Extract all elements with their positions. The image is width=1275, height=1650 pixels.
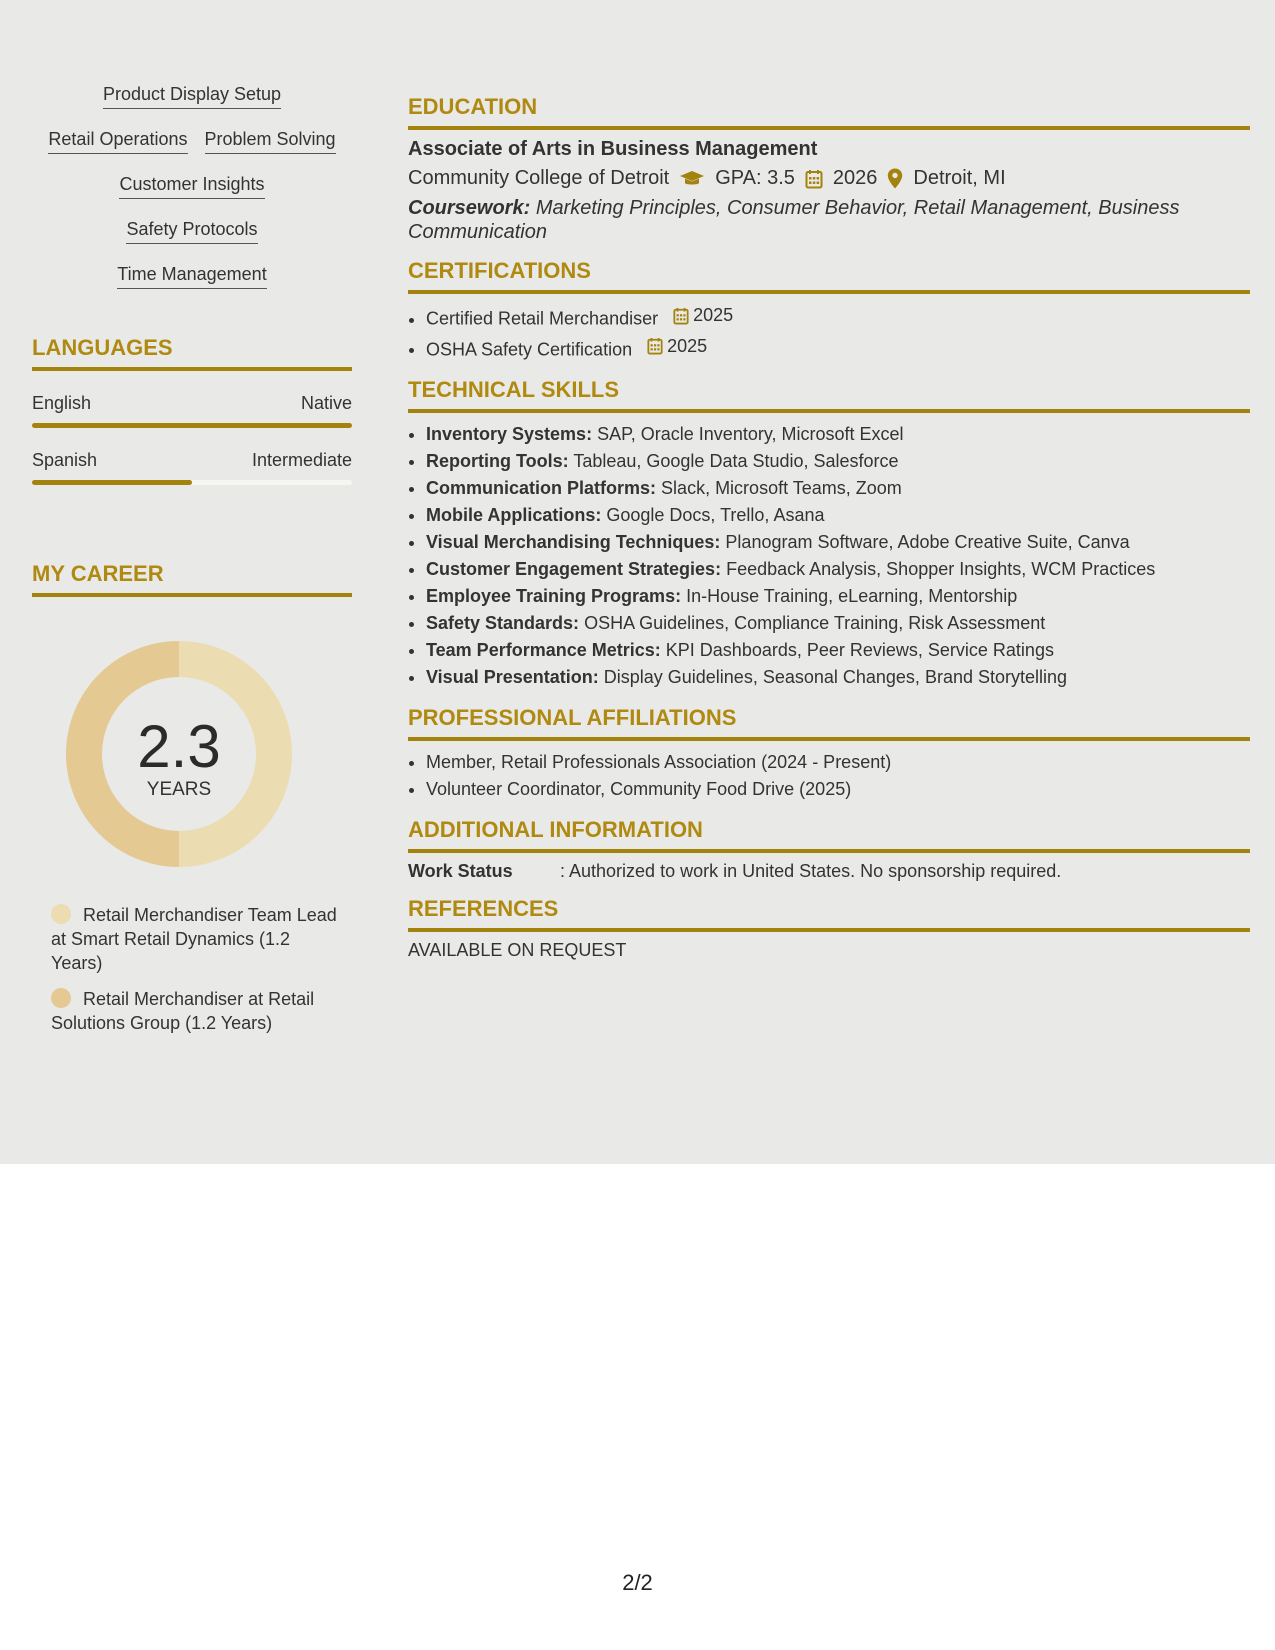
left-column bbox=[32, 84, 352, 1047]
skill-tag: Time Management bbox=[117, 264, 266, 289]
career-legend-item: Retail Merchandiser at Retail Solutions Group (1.2 Years) bbox=[51, 989, 315, 1033]
education-section bbox=[408, 94, 1250, 244]
coursework bbox=[408, 196, 1250, 244]
degree-title: Associate of Arts in Business Management bbox=[408, 138, 818, 160]
references-heading: REFERENCES bbox=[408, 896, 1250, 932]
work-status-label: Work Status bbox=[408, 861, 513, 881]
skills-tags bbox=[32, 84, 352, 289]
certifications-section bbox=[408, 258, 1250, 363]
technical-skills-section bbox=[408, 377, 1250, 691]
skill-item: • Visual Merchandising Techniques: Planogram Software, Adobe Creative Suite, Canva bbox=[426, 529, 1250, 556]
career-heading: MY CAREER bbox=[32, 561, 352, 597]
calendar-icon bbox=[647, 337, 663, 355]
right-column bbox=[408, 94, 1250, 975]
location-pin-icon bbox=[887, 168, 903, 189]
skill-item: • Safety Standards: OSHA Guidelines, Compliance Training, Risk Assessment bbox=[426, 610, 1250, 637]
skill-item: • Communication Platforms: Slack, Microsoft Teams, Zoom bbox=[426, 475, 1250, 502]
career-total: 2.3 bbox=[137, 713, 221, 780]
calendar-icon bbox=[673, 307, 689, 325]
coursework-label: Coursework: bbox=[408, 197, 531, 219]
languages-heading: LANGUAGES bbox=[32, 335, 352, 371]
skill-item: • Inventory Systems: SAP, Oracle Inventory, Microsoft Excel bbox=[426, 421, 1250, 448]
education-location: Detroit, MI bbox=[913, 167, 1006, 189]
language-name: Spanish bbox=[32, 450, 98, 470]
legend-dot bbox=[51, 904, 71, 924]
education-details bbox=[408, 167, 1250, 190]
languages-section bbox=[32, 335, 352, 485]
work-status-value: : Authorized to work in United States. No sponsorship required. bbox=[560, 861, 1062, 881]
gpa: GPA: 3.5 bbox=[715, 167, 795, 189]
language-item bbox=[32, 450, 352, 485]
certifications-heading: CERTIFICATIONS bbox=[408, 258, 1250, 294]
education-heading: EDUCATION bbox=[408, 94, 1250, 130]
language-bar bbox=[32, 423, 352, 428]
page-number: 2/2 bbox=[622, 1570, 653, 1595]
language-bar-fill bbox=[32, 480, 192, 485]
language-name: English bbox=[32, 393, 92, 413]
career-legend bbox=[51, 903, 341, 1035]
graduation-cap-icon bbox=[679, 170, 705, 188]
skill-item: • Reporting Tools: Tableau, Google Data Studio, Salesforce bbox=[426, 448, 1250, 475]
skill-item: • Customer Engagement Strategies: Feedback Analysis, Shopper Insights, WCM Practices bbox=[426, 556, 1250, 583]
skill-tag: Problem Solving bbox=[205, 129, 336, 154]
work-status bbox=[408, 861, 1250, 882]
skill-item: • Team Performance Metrics: KPI Dashboards, Peer Reviews, Service Ratings bbox=[426, 637, 1250, 664]
skill-item: • Mobile Applications: Google Docs, Trello, Asana bbox=[426, 502, 1250, 529]
language-bar-fill bbox=[32, 423, 352, 428]
references-section bbox=[408, 896, 1250, 961]
references-value: AVAILABLE ON REQUEST bbox=[408, 940, 627, 960]
affiliation-item: • Member, Retail Professionals Association (2024 - Present) bbox=[426, 749, 1250, 776]
legend-dot bbox=[51, 988, 71, 1008]
affiliations-section bbox=[408, 705, 1250, 803]
affiliation-item: • Volunteer Coordinator, Community Food Drive (2025) bbox=[426, 776, 1250, 803]
skill-tag: Safety Protocols bbox=[126, 219, 257, 244]
skill-item: • Employee Training Programs: In-House Training, eLearning, Mentorship bbox=[426, 583, 1250, 610]
skill-tag: Retail Operations bbox=[48, 129, 187, 154]
graduation-year: 2026 bbox=[832, 167, 878, 189]
certification-year: 2025 bbox=[667, 335, 708, 356]
career-donut bbox=[66, 641, 292, 867]
certification-item: • OSHA Safety Certification 2025 bbox=[426, 333, 1250, 364]
coursework-list: Marketing Principles, Consumer Behavior, Retail Management, Business Communication bbox=[408, 197, 1180, 243]
additional-info-heading: ADDITIONAL INFORMATION bbox=[408, 817, 1250, 853]
career-legend-item: Retail Merchandiser Team Lead at Smart Retail Dynamics (1.2 Years) bbox=[51, 905, 337, 973]
language-level: Native bbox=[300, 393, 352, 413]
career-section bbox=[32, 561, 352, 1035]
skill-tag: Customer Insights bbox=[119, 174, 264, 199]
certification-item: • Certified Retail Merchandiser 2025 bbox=[426, 302, 1250, 333]
career-unit: YEARS bbox=[146, 779, 212, 800]
language-level: Intermediate bbox=[251, 450, 352, 470]
affiliations-heading: PROFESSIONAL AFFILIATIONS bbox=[408, 705, 1250, 741]
skill-item: • Visual Presentation: Display Guidelines, Seasonal Changes, Brand Storytelling bbox=[426, 664, 1250, 691]
certification-year: 2025 bbox=[693, 305, 734, 325]
calendar-icon bbox=[805, 169, 823, 189]
skill-tag: Product Display Setup bbox=[103, 84, 281, 109]
language-bar bbox=[32, 480, 352, 485]
school-name: Community College of Detroit bbox=[408, 167, 670, 189]
additional-info-section bbox=[408, 817, 1250, 882]
language-item bbox=[32, 393, 352, 428]
technical-skills-heading: TECHNICAL SKILLS bbox=[408, 377, 1250, 413]
